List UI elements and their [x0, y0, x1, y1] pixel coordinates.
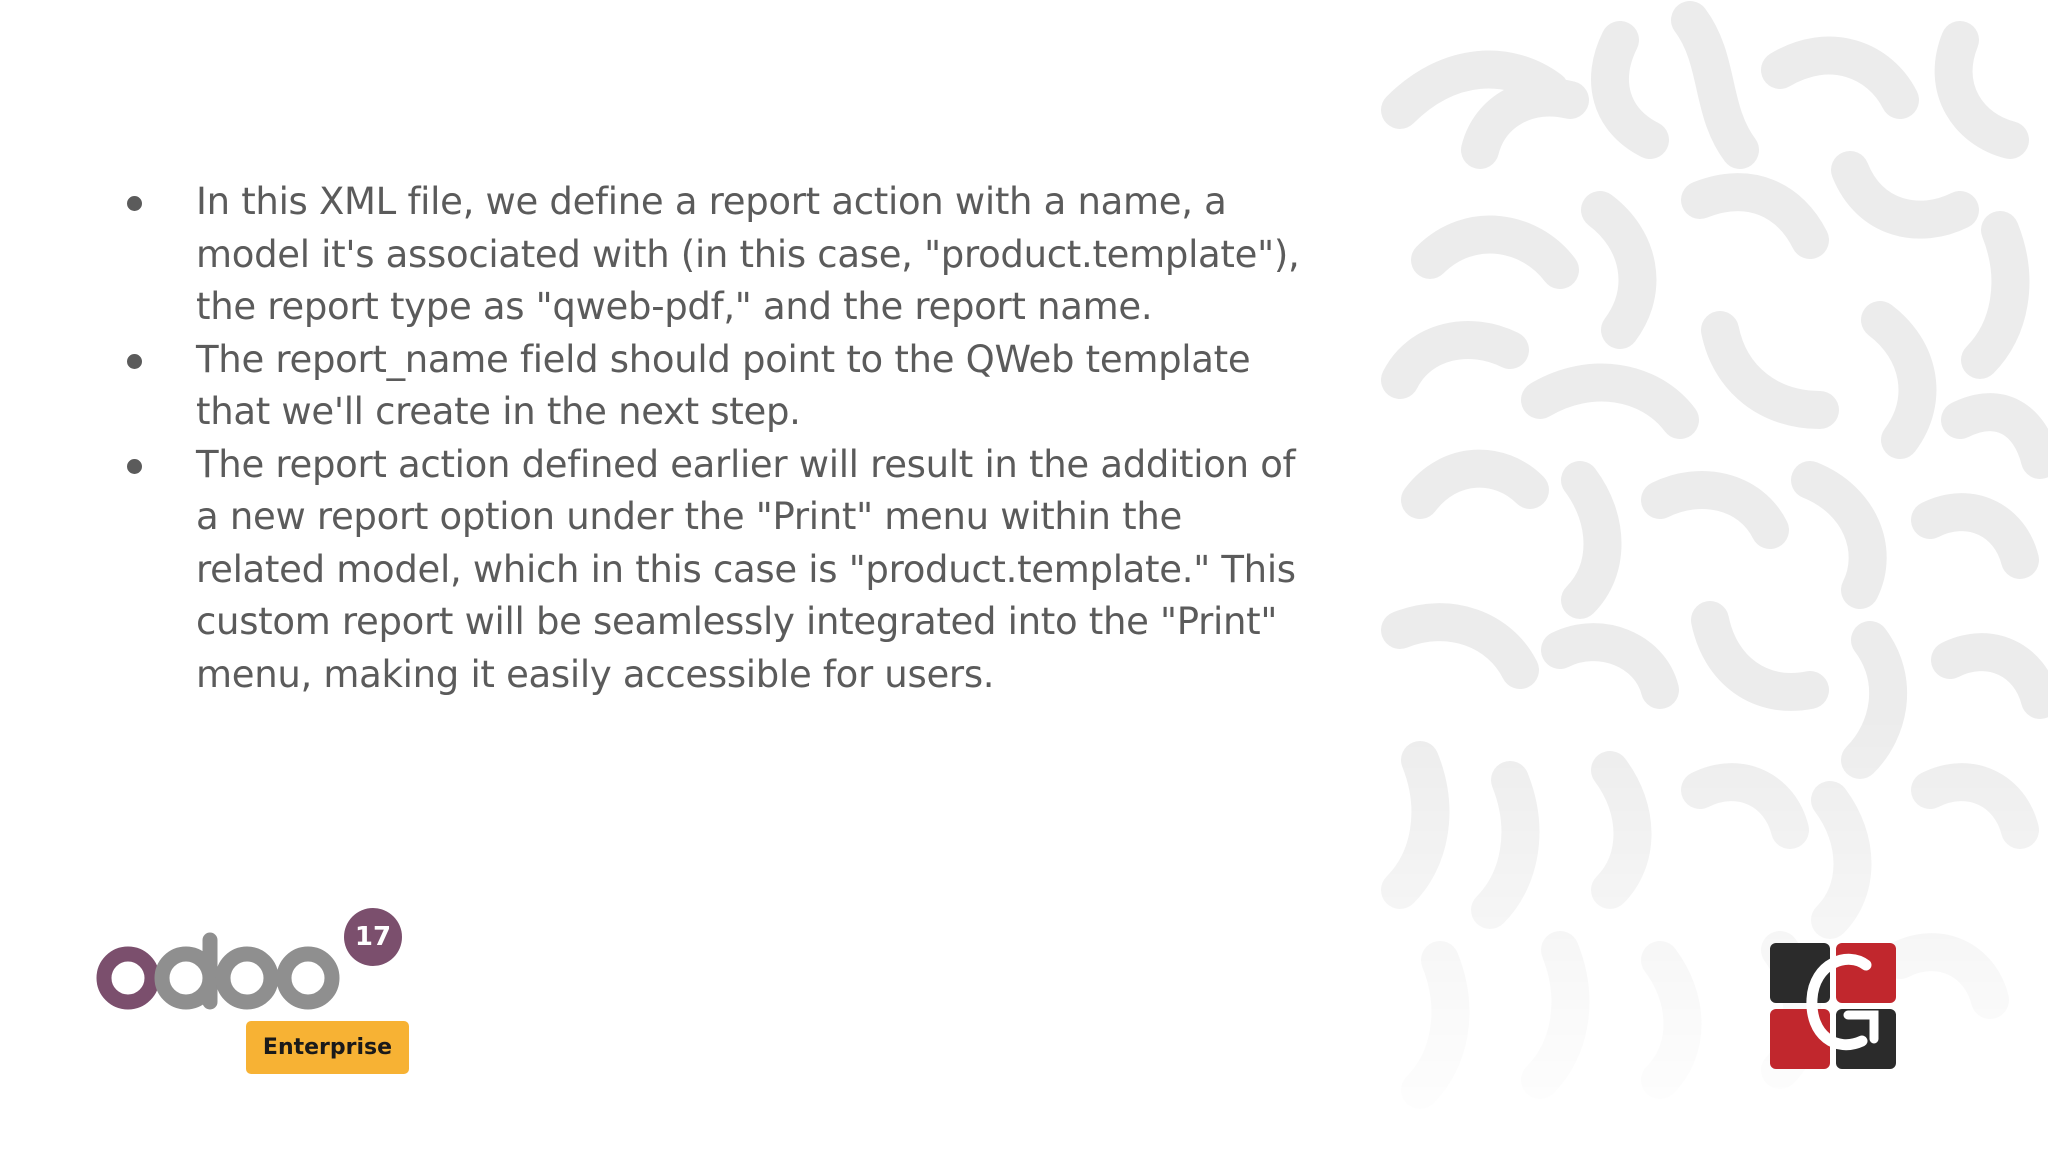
bullet-text: The report action defined earlier will result in the addition of a new report option under the "Print" menu within the related model, which in this case is "product.template." This custom report will be seamlessly integrated into the "Print" menu, making it easily accessible for users.: [196, 442, 1296, 696]
odoo-logo: [96, 902, 416, 1082]
cg-monogram-icon: [1770, 943, 1896, 1069]
bullet-list: [120, 176, 1300, 701]
bullet-item: [120, 439, 1300, 702]
bullet-text: In this XML file, we define a report action with a name, a model it's associated with (in this case, "product.template"), the report type as "qweb-pdf," and the report name.: [196, 180, 1300, 328]
bullet-text: The report_name field should point to the QWeb template that we'll create in the next step.: [196, 337, 1251, 433]
bullet-dot-icon: [127, 354, 142, 369]
edition-badge: Enterprise: [246, 1021, 409, 1074]
slide-content: [120, 176, 1300, 701]
bullet-item: [120, 176, 1300, 334]
bullet-item: [120, 334, 1300, 439]
bullet-dot-icon: [127, 196, 142, 211]
odoo-wordmark-icon: [96, 932, 346, 1022]
decorative-squiggle-pattern: [1360, 0, 2048, 1152]
version-badge: 17: [344, 908, 402, 966]
bullet-dot-icon: [127, 459, 142, 474]
